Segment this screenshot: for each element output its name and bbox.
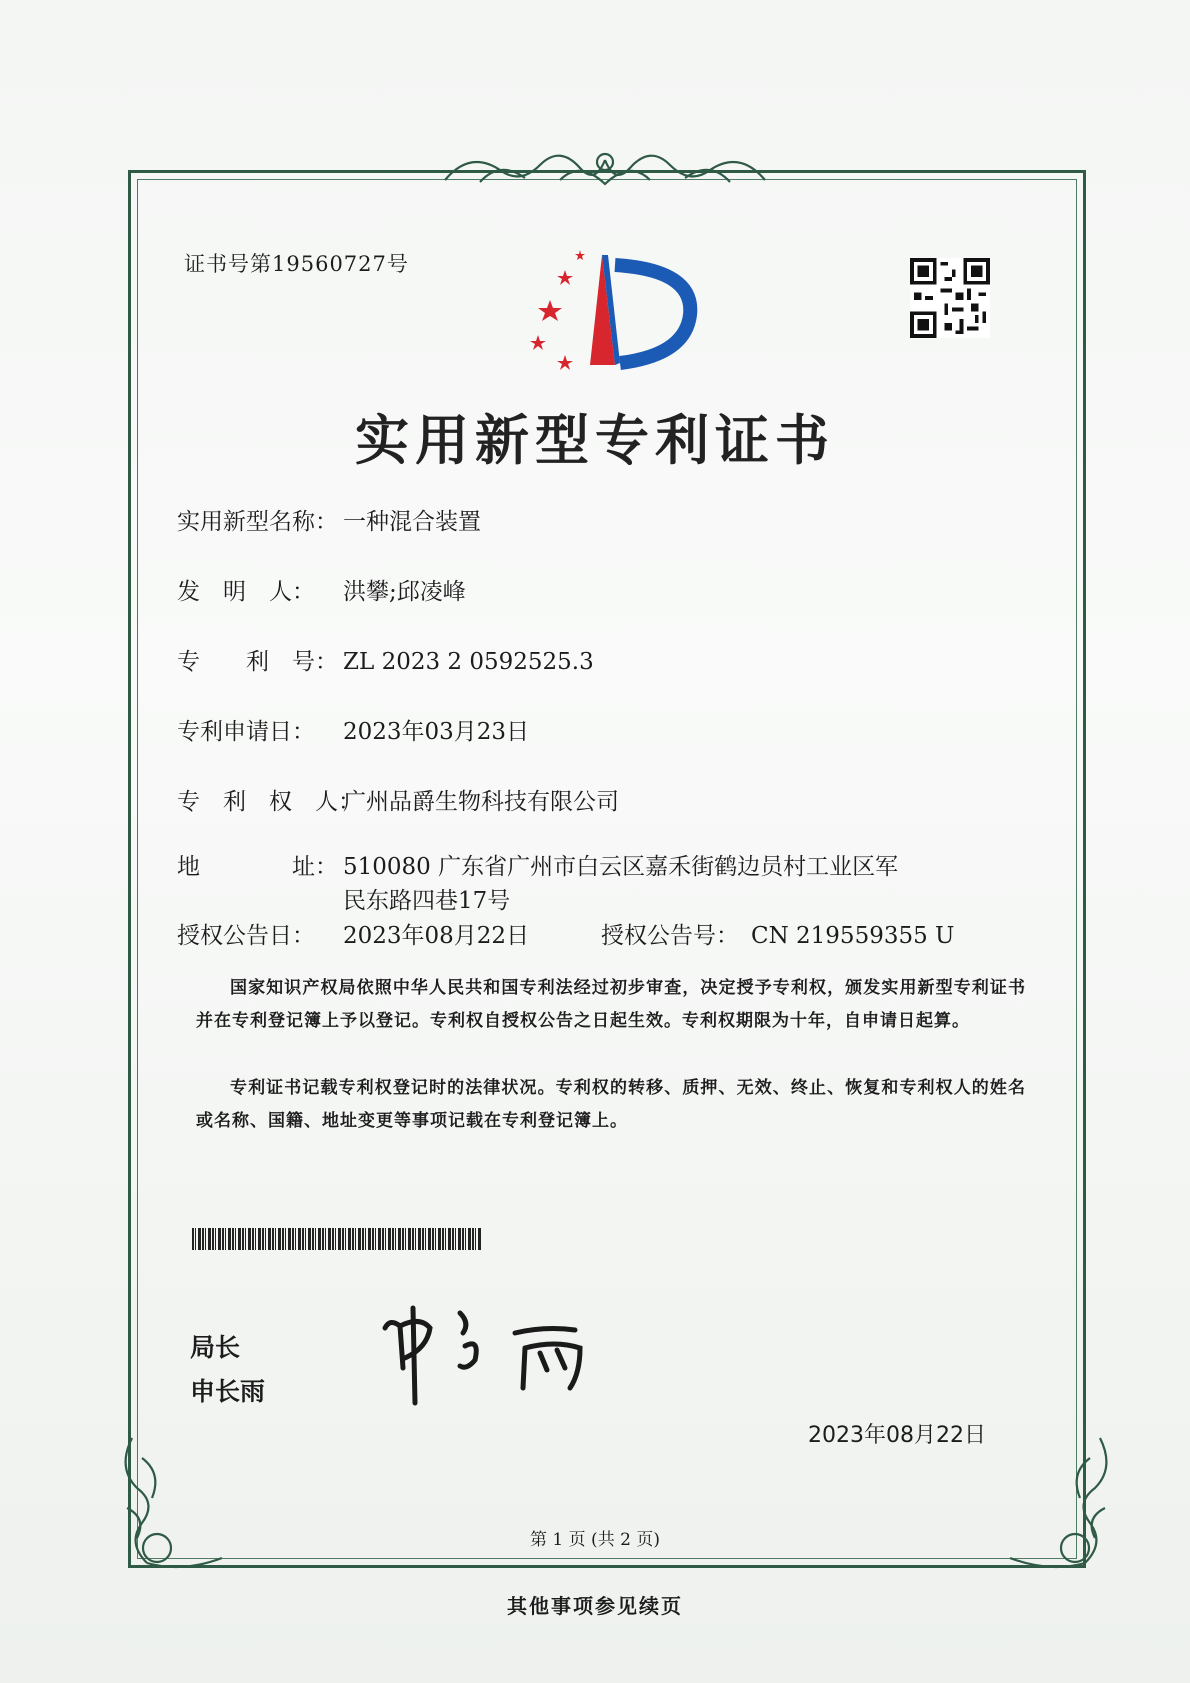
grant-number-value: CN 219559355 U <box>751 923 955 949</box>
inventor-row <box>177 573 466 606</box>
utility-model-name-value: 一种混合装置 <box>343 509 481 535</box>
director-name: 申长雨 <box>190 1377 266 1406</box>
utility-model-name-label: 实用新型名称： <box>177 509 338 535</box>
address-row <box>177 850 903 918</box>
top-ornament-icon <box>440 140 770 196</box>
filing-date-row <box>177 713 529 746</box>
qr-code-icon <box>910 258 990 338</box>
footer-note: 其他事项参见续页 <box>507 1594 683 1618</box>
grant-date-value: 2023年08月22日 <box>343 923 530 949</box>
grant-number-label: 授权公告号： <box>601 923 739 949</box>
legal-status-paragraph: 专利证书记载专利权登记时的法律状况。专利权的转移、质押、无效、终止、恢复和专利权人的姓名或名称、国籍、地址变更等事项记载在专利登记簿上。 <box>196 1078 1026 1131</box>
inventor-value: 洪攀;邱凌峰 <box>343 579 466 605</box>
filing-date-value: 2023年03月23日 <box>343 719 530 745</box>
utility-model-name-row <box>177 503 481 536</box>
inventor-label: 发 明 人： <box>177 579 315 605</box>
filing-date-label: 专利申请日： <box>177 719 315 745</box>
patent-number-label: 专 利 号： <box>177 649 338 675</box>
grant-date-label: 授权公告日： <box>177 923 315 949</box>
patent-number-value: ZL 2023 2 0592525.3 <box>343 649 594 675</box>
director-title: 局长 <box>190 1333 241 1362</box>
patent-number-row <box>177 643 594 676</box>
page-indicator: 第 1 页 (共 2 页) <box>530 1530 660 1550</box>
corner-ornament-icon <box>1000 1428 1120 1578</box>
patentee-row <box>177 783 619 816</box>
corner-ornament-icon <box>112 1428 232 1578</box>
patentee-label: 专 利 权 人： <box>177 789 361 815</box>
patentee-value: 广州品爵生物科技有限公司 <box>343 789 619 815</box>
certificate-number: 证书号第19560727号 <box>184 252 409 276</box>
certificate-title: 实用新型专利证书 <box>355 409 835 472</box>
issue-date: 2023年08月22日 <box>808 1423 986 1448</box>
signature-icon <box>375 1288 625 1408</box>
barcode-icon <box>192 1228 482 1250</box>
cnipa-logo-icon <box>520 245 700 380</box>
address-value: 510080 广东省广州市白云区嘉禾街鹤边员村工业区军民东路四巷17号 <box>343 854 899 914</box>
grant-date-row <box>177 917 954 950</box>
grant-paragraph: 国家知识产权局依照中华人民共和国专利法经过初步审查，决定授予专利权，颁发实用新型专利证书并在专利登记簿上予以登记。专利权自授权公告之日起生效。专利权期限为十年，自申请日起算。 <box>196 978 1026 1031</box>
address-label: 地 址： <box>177 854 338 880</box>
